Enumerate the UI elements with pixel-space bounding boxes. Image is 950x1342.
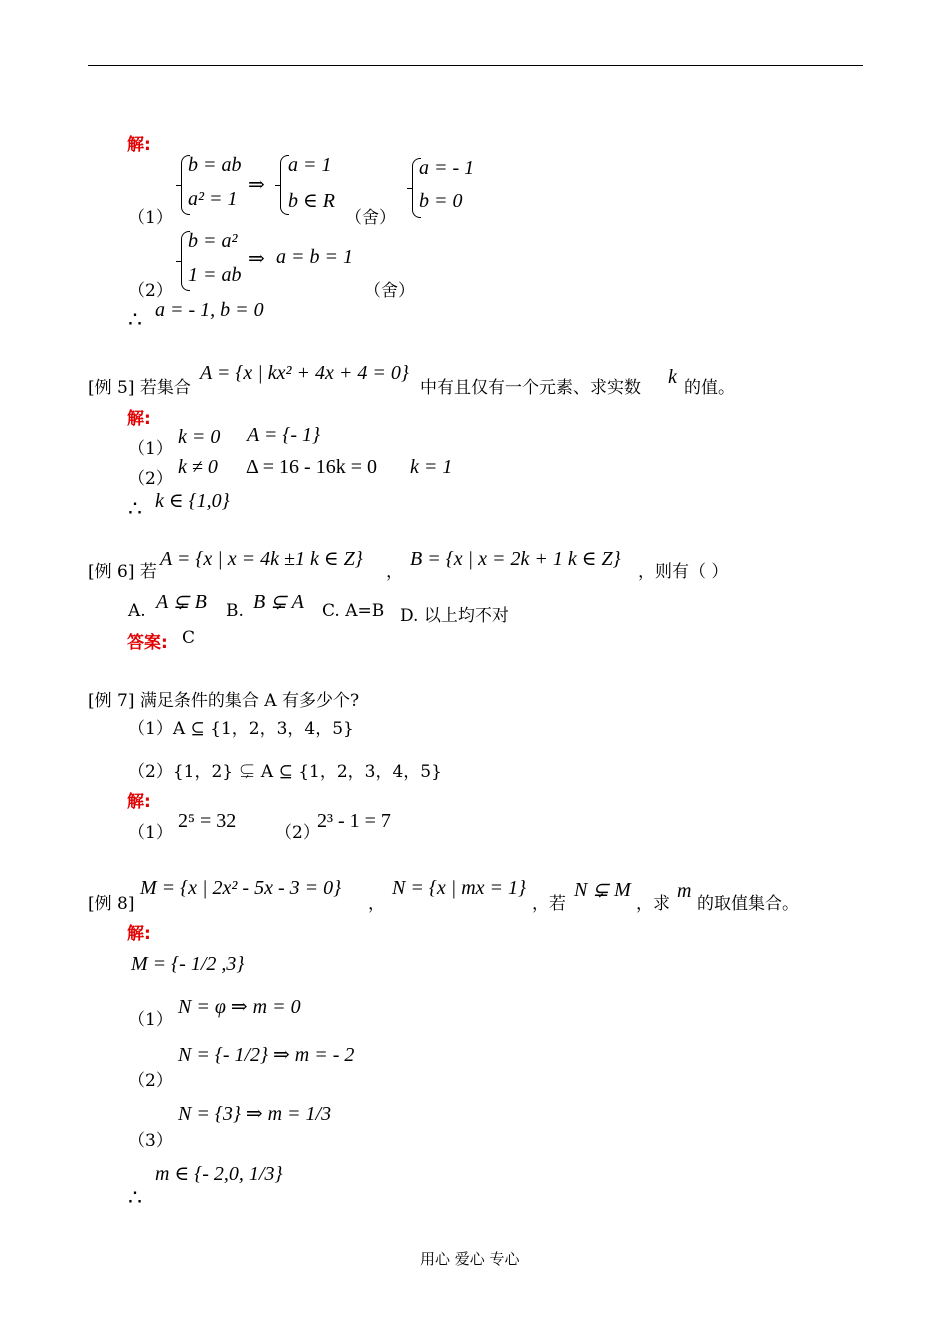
example-5-set: A = {x | kx² + 4x + 4 = 0} [200, 362, 409, 384]
footer-text: 用心 爱心 专心 [420, 1250, 520, 1268]
part-1-label: （1） [128, 439, 173, 459]
conclusion: k ∈ {1,0} [155, 490, 230, 512]
example-8-label: [例 8] [88, 894, 135, 914]
answer-value: C [182, 628, 196, 648]
conclusion: m ∈ {- 2,0, 1/3} [155, 1163, 283, 1185]
solution-label: 解: [127, 135, 151, 155]
header-rule [88, 65, 863, 66]
case-2: N = {- 1/2} ⇒ m = - 2 [178, 1044, 355, 1066]
case-2: k ≠ 0 [178, 456, 218, 478]
part-2-label: （2） [128, 281, 173, 301]
system-4-line-2: 1 = ab [188, 264, 242, 286]
system-2-line-2: b ∈ R [288, 190, 336, 212]
example-8-seek: ，求 [636, 894, 670, 914]
example-7-label: [例 7] 满足条件的集合 A 有多少个? [88, 691, 360, 711]
solution-label: 解: [127, 924, 151, 944]
solution-label: 解: [127, 792, 151, 812]
example-8-set-n: N = {x | mx = 1} [392, 877, 527, 899]
option-d: D. 以上均不对 [400, 606, 509, 626]
case-3: N = {3} ⇒ m = 1/3 [178, 1103, 332, 1125]
implies-arrow: ⇒ [248, 248, 265, 270]
question-2: （2）{1，2} ⊊ A ⊆ {1，2，3，4，5} [128, 762, 442, 782]
system-3-line-2: b = 0 [419, 190, 463, 212]
example-8-condition: N ⊊ M [574, 879, 631, 901]
system-1-line-1: b = ab [188, 154, 242, 176]
example-6-set-b: B = {x | x = 2k + 1 k ∈ Z} [410, 548, 621, 570]
case-2-equation: Δ = 16 - 16k = 0 [246, 456, 377, 478]
case-2-result: k = 1 [410, 456, 453, 478]
part-2-label: （2） [128, 469, 173, 489]
option-c: C. A=B [322, 601, 385, 621]
part-3-label: （3） [128, 1131, 173, 1151]
m-result: M = {- 1/2 ,3} [131, 953, 245, 975]
case-1: N = φ ⇒ m = 0 [178, 996, 301, 1018]
example-5-text-end: 的值。 [684, 378, 735, 398]
option-a-label: A. [128, 601, 146, 621]
example-6-tail: ，则有（ ） [638, 562, 729, 582]
example-5-label: [例 5] 若集合 [88, 378, 191, 398]
option-b: B ⊊ A [253, 591, 304, 613]
therefore-symbol: ∴ [128, 307, 142, 332]
example-8-set-m: M = {x | 2x² - 5x - 3 = 0} [140, 877, 342, 899]
implies-arrow: ⇒ [248, 174, 265, 196]
question-1: （1）A ⊆ {1，2，3，4，5} [128, 719, 354, 739]
comma: ， [386, 562, 403, 582]
part-1-label: （1） [128, 1010, 173, 1030]
example-6-label: [例 6] 若 [88, 562, 157, 582]
part-2-label: （2） [275, 823, 320, 843]
answer-1: 2⁵ = 32 [178, 810, 237, 832]
example-8-tail: 的取值集合。 [697, 894, 799, 914]
answer-2: 2³ - 1 = 7 [317, 810, 391, 832]
part-2-result: a = b = 1 [276, 246, 353, 268]
therefore-symbol: ∴ [128, 1185, 142, 1210]
discard-note: （舍） [345, 208, 396, 228]
discard-note: （舍） [364, 281, 415, 301]
answer-label: 答案: [127, 633, 168, 653]
case-1-set: A = {- 1} [247, 424, 321, 446]
case-1: k = 0 [178, 426, 221, 448]
solution-label: 解: [127, 409, 151, 429]
option-b-label: B. [226, 601, 244, 621]
system-4-line-1: b = a² [188, 230, 238, 252]
conclusion: a = - 1, b = 0 [155, 299, 264, 321]
comma: ， [368, 894, 385, 914]
therefore-symbol: ∴ [128, 496, 142, 521]
example-5-text: 中有且仅有一个元素、求实数 [420, 378, 641, 398]
option-a: A ⊊ B [156, 591, 207, 613]
example-6-set-a: A = {x | x = 4k ±1 k ∈ Z} [160, 548, 363, 570]
example-5-var: k [668, 366, 677, 388]
part-1-label: （1） [128, 208, 173, 228]
system-1-line-2: a² = 1 [188, 188, 238, 210]
example-8-if: ，若 [532, 894, 566, 914]
system-2-line-1: a = 1 [288, 154, 332, 176]
part-1-label: （1） [128, 823, 173, 843]
example-8-var: m [677, 880, 692, 902]
part-2-label: （2） [128, 1071, 173, 1091]
system-3-line-1: a = - 1 [419, 157, 475, 179]
